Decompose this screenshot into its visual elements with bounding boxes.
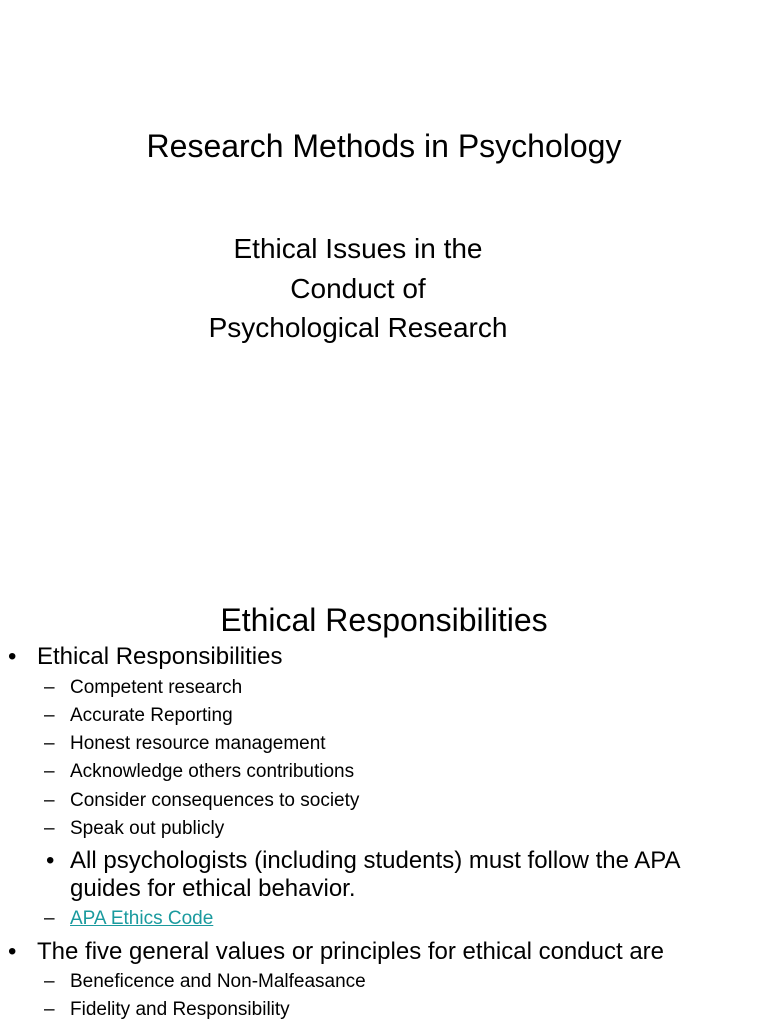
bullet-marker: • <box>46 847 55 874</box>
dash-marker: – <box>44 790 55 811</box>
list-item <box>0 998 768 1022</box>
list-item-text: Ethical Responsibilities <box>37 643 283 670</box>
list-item-text: Acknowledge others contributions <box>70 761 355 782</box>
list-item-text: The five general values or principles for ethical conduct are <box>37 938 664 965</box>
list-item <box>0 760 768 784</box>
subtitle-line: Conduct of <box>290 272 426 304</box>
dash-marker: – <box>44 733 55 754</box>
dash-marker: – <box>44 999 55 1020</box>
list-item-text: Honest resource management <box>70 733 326 754</box>
list-item-text: Competent research <box>70 677 243 698</box>
list-item <box>0 847 768 903</box>
list-item-text-line: guides for ethical behavior. <box>70 875 356 902</box>
slide-subtitle <box>158 229 558 348</box>
list-item-text: Consider consequences to society <box>70 790 360 811</box>
bullet-marker: • <box>8 938 17 965</box>
list-item <box>0 676 768 700</box>
apa-ethics-code-link[interactable]: APA Ethics Code <box>70 908 214 929</box>
list-item-text: Beneficence and Non-Malfeasance <box>70 971 366 992</box>
dash-marker: – <box>44 908 55 929</box>
dash-marker: – <box>44 818 55 839</box>
dash-marker: – <box>44 761 55 782</box>
list-item-text: Accurate Reporting <box>70 705 233 726</box>
slide-title: Ethical Responsibilities <box>220 602 548 638</box>
slide-title: Research Methods in Psychology <box>146 128 622 164</box>
list-item-text: Fidelity and Responsibility <box>70 999 290 1020</box>
subtitle-line: Ethical Issues in the <box>233 233 483 264</box>
list-item <box>0 937 768 967</box>
list-item <box>0 789 768 813</box>
dash-marker: – <box>44 705 55 726</box>
bullet-marker: • <box>8 643 17 670</box>
list-item-text-line: All psychologists (including students) must follow the APA <box>70 847 681 874</box>
list-item <box>0 970 768 994</box>
dash-marker: – <box>44 677 55 698</box>
list-item <box>0 732 768 756</box>
list-item <box>0 704 768 728</box>
list-item <box>0 907 768 931</box>
list-item-text: Speak out publicly <box>70 818 225 839</box>
list-item <box>0 642 768 672</box>
dash-marker: – <box>44 971 55 992</box>
list-item <box>0 817 768 841</box>
subtitle-line: Psychological Research <box>208 312 508 343</box>
